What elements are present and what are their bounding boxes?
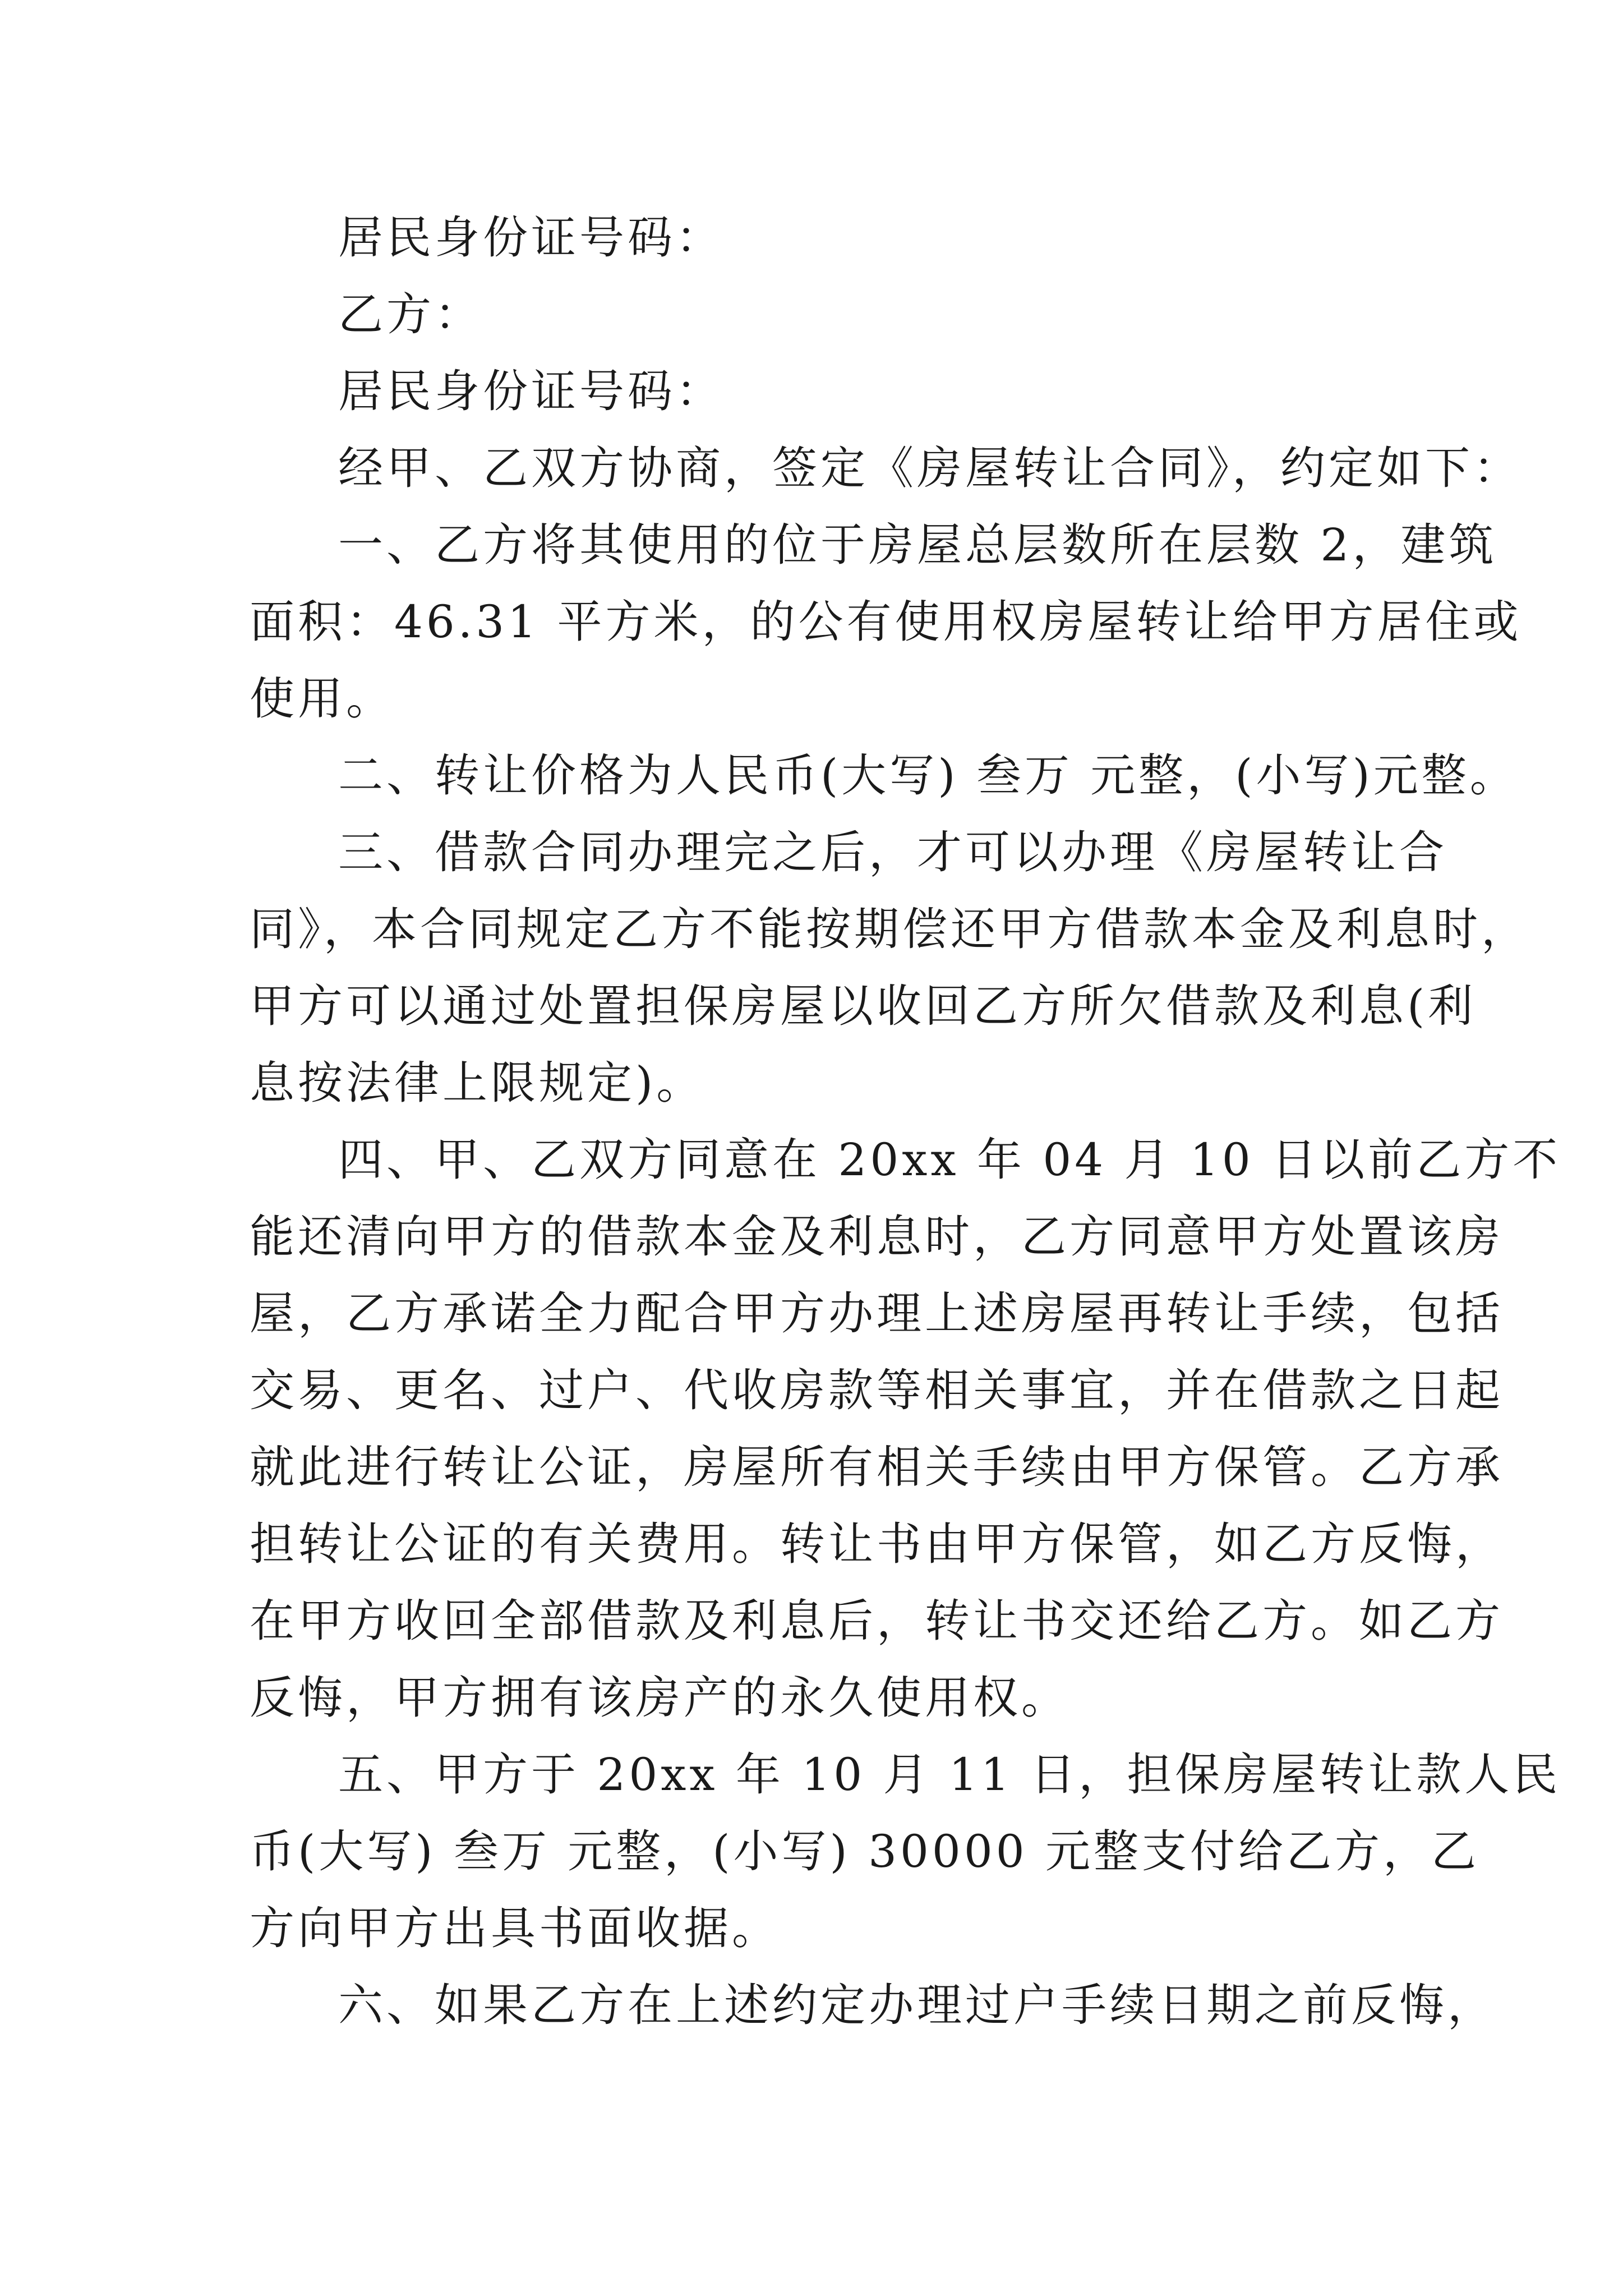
clause-4-line-1: 四、甲、乙双方同意在 20xx 年 04 月 10 日以前乙方不: [338, 1134, 1561, 1186]
clause-6-line-1: 六、如果乙方在上述约定办理过户手续日期之前反悔，: [338, 1979, 1496, 2031]
clause-4-line-2: 能还清向甲方的借款本金及利息时，乙方同意甲方处置该房: [250, 1211, 1504, 1263]
clause-2-line-1: 二、转让价格为人民币(大写) 叁万 元整，(小写)元整。: [338, 749, 1518, 802]
party-b-id-number-label: 居民身份证号码：: [338, 365, 724, 417]
clause-3-line-2: 同》，本合同规定乙方不能按期偿还甲方借款本金及利息时，: [250, 903, 1529, 955]
clause-4-line-4: 交易、更名、过户、代收房款等相关事宜，并在借款之日起: [250, 1364, 1504, 1416]
clause-5-line-3: 方向甲方出具书面收据。: [250, 1902, 780, 1954]
clause-4-line-5: 就此进行转让公证，房屋所有相关手续由甲方保管。乙方承: [250, 1441, 1504, 1493]
clause-4-line-8: 反悔，甲方拥有该房产的永久使用权。: [250, 1672, 1069, 1724]
clause-1-line-2: 面积：46.31 平方米，的公有使用权房屋转让给甲方居住或: [250, 596, 1522, 648]
clause-3-line-3: 甲方可以通过处置担保房屋以收回乙方所欠借款及利息(利: [250, 980, 1477, 1032]
party-a-id-number-label: 居民身份证号码：: [338, 211, 724, 264]
clause-1-line-3: 使用。: [250, 673, 394, 725]
clause-4-line-3: 屋，乙方承诺全力配合甲方办理上述房屋再转让手续，包括: [250, 1287, 1504, 1340]
clause-5-line-1: 五、甲方于 20xx 年 10 月 11 日，担保房屋转让款人民: [338, 1749, 1561, 1801]
clause-3-line-1: 三、借款合同办理完之后，才可以办理《房屋转让合: [338, 826, 1447, 878]
clause-3-line-4: 息按法律上限规定)。: [250, 1057, 705, 1109]
clause-5-line-2: 币(大写) 叁万 元整，(小写) 30000 元整支付给乙方，乙: [250, 1825, 1480, 1878]
clause-1-line-1: 一、乙方将其使用的位于房屋总层数所在层数 2，建筑: [338, 519, 1497, 571]
preamble-line: 经甲、乙双方协商，签定《房屋转让合同》，约定如下：: [338, 442, 1521, 494]
document-body: [250, 199, 1561, 2044]
party-b-label: 乙方：: [338, 288, 483, 341]
clause-4-line-6: 担转让公证的有关费用。转让书由甲方保管，如乙方反悔，: [250, 1518, 1504, 1570]
clause-4-line-7: 在甲方收回全部借款及利息后，转让书交还给乙方。如乙方: [250, 1595, 1504, 1647]
